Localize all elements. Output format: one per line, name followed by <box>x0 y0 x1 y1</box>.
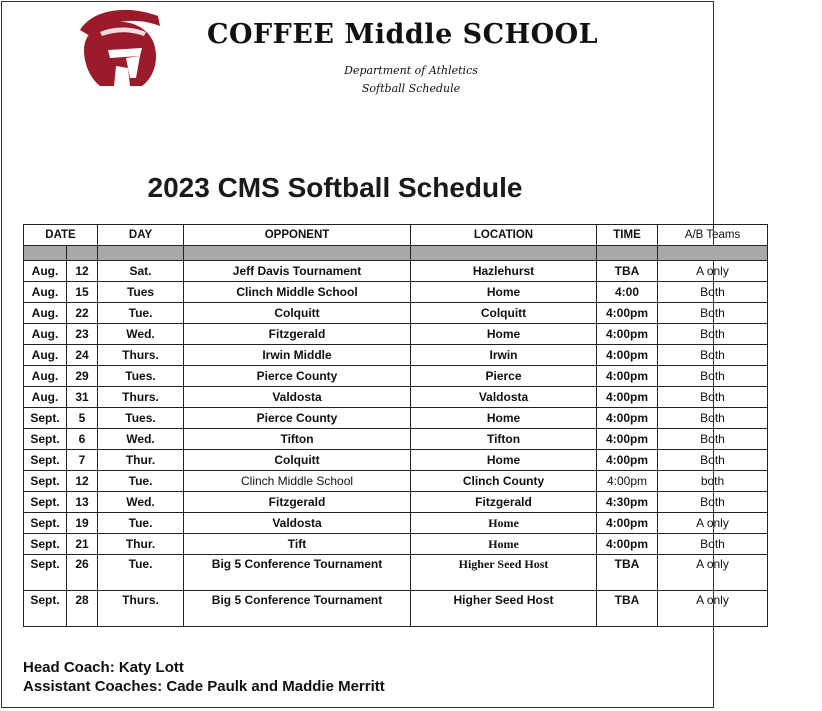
schedule-table <box>23 224 768 627</box>
cell-teams: Both <box>658 450 768 471</box>
cell-time: 4:30pm <box>597 492 658 513</box>
cell-month: Aug. <box>24 282 67 303</box>
cell-day: Thurs. <box>98 591 184 627</box>
schedule-title: 2023 CMS Softball Schedule <box>147 172 523 203</box>
cell-time: 4:00pm <box>597 429 658 450</box>
cell-time: 4:00pm <box>597 534 658 555</box>
cell-teams: Both <box>658 282 768 303</box>
cell-opponent: Jeff Davis Tournament <box>184 261 411 282</box>
table-row <box>24 408 768 429</box>
cell-location: Clinch County <box>411 471 597 492</box>
cell-location: Home <box>411 513 597 534</box>
cell-location: Higher Seed Host <box>411 591 597 627</box>
cell-opponent: Valdosta <box>184 387 411 408</box>
cell-location: Home <box>411 408 597 429</box>
cell-time: 4:00pm <box>597 387 658 408</box>
cell-teams: Both <box>658 492 768 513</box>
cell-teams: both <box>658 471 768 492</box>
cell-time: 4:00pm <box>597 324 658 345</box>
cell-date: 13 <box>67 492 98 513</box>
cell-day: Tues. <box>98 408 184 429</box>
cell-opponent: Pierce County <box>184 408 411 429</box>
col-header-opponent: OPPONENT <box>184 225 411 246</box>
cell-date: 6 <box>67 429 98 450</box>
table-row <box>24 534 768 555</box>
cell-day: Tue. <box>98 555 184 591</box>
cell-date: 23 <box>67 324 98 345</box>
header-divider-row <box>24 246 768 261</box>
table-row <box>24 303 768 324</box>
cell-month: Sept. <box>24 513 67 534</box>
cell-month: Aug. <box>24 345 67 366</box>
spartan-helmet-logo <box>70 6 162 90</box>
cell-opponent: Irwin Middle <box>184 345 411 366</box>
cell-opponent: Colquitt <box>184 450 411 471</box>
cell-time: 4:00pm <box>597 303 658 324</box>
cell-month: Sept. <box>24 492 67 513</box>
table-row <box>24 555 768 591</box>
cell-teams: Both <box>658 387 768 408</box>
cell-location: Colquitt <box>411 303 597 324</box>
school-name: COFFEE Middle SCHOOL <box>207 19 599 50</box>
cell-day: Sat. <box>98 261 184 282</box>
cell-location: Irwin <box>411 345 597 366</box>
assistant-coaches: Assistant Coaches: Cade Paulk and Maddie Merritt <box>23 678 385 695</box>
cell-location: Pierce <box>411 366 597 387</box>
cell-date: 7 <box>67 450 98 471</box>
cell-opponent: Big 5 Conference Tournament <box>184 555 411 591</box>
table-row <box>24 387 768 408</box>
cell-time: 4:00pm <box>597 471 658 492</box>
cell-date: 28 <box>67 591 98 627</box>
schedule-subtitle: Softball Schedule <box>361 82 461 95</box>
cell-time: TBA <box>597 591 658 627</box>
cell-opponent: Tifton <box>184 429 411 450</box>
cell-time: 4:00pm <box>597 408 658 429</box>
cell-month: Sept. <box>24 429 67 450</box>
cell-location: Home <box>411 534 597 555</box>
head-coach: Head Coach: Katy Lott <box>23 659 184 676</box>
cell-date: 29 <box>67 366 98 387</box>
cell-day: Wed. <box>98 492 184 513</box>
cell-location: Home <box>411 450 597 471</box>
cell-time: 4:00pm <box>597 345 658 366</box>
cell-date: 31 <box>67 387 98 408</box>
cell-location: Valdosta <box>411 387 597 408</box>
cell-opponent: Clinch Middle School <box>184 282 411 303</box>
cell-date: 24 <box>67 345 98 366</box>
cell-time: TBA <box>597 261 658 282</box>
cell-date: 15 <box>67 282 98 303</box>
cell-month: Sept. <box>24 471 67 492</box>
cell-day: Tues. <box>98 366 184 387</box>
cell-day: Thurs. <box>98 345 184 366</box>
cell-opponent: Clinch Middle School <box>184 471 411 492</box>
col-header-teams: A/B Teams <box>658 225 768 246</box>
cell-location: Fitzgerald <box>411 492 597 513</box>
cell-opponent: Valdosta <box>184 513 411 534</box>
cell-location: Home <box>411 324 597 345</box>
cell-date: 22 <box>67 303 98 324</box>
cell-day: Wed. <box>98 324 184 345</box>
cell-day: Tue. <box>98 303 184 324</box>
cell-time: 4:00 <box>597 282 658 303</box>
cell-month: Aug. <box>24 261 67 282</box>
table-row <box>24 513 768 534</box>
col-header-location: LOCATION <box>411 225 597 246</box>
cell-day: Tues <box>98 282 184 303</box>
cell-opponent: Big 5 Conference Tournament <box>184 591 411 627</box>
cell-teams: A only <box>658 513 768 534</box>
cell-day: Tue. <box>98 471 184 492</box>
cell-day: Thur. <box>98 450 184 471</box>
cell-month: Aug. <box>24 303 67 324</box>
cell-day: Tue. <box>98 513 184 534</box>
cell-teams: Both <box>658 366 768 387</box>
cell-location: Tifton <box>411 429 597 450</box>
cell-time: 4:00pm <box>597 450 658 471</box>
cell-time: 4:00pm <box>597 366 658 387</box>
table-row <box>24 471 768 492</box>
cell-date: 21 <box>67 534 98 555</box>
table-row <box>24 324 768 345</box>
department-label: Department of Athletics <box>344 64 478 77</box>
cell-teams: A only <box>658 261 768 282</box>
cell-month: Aug. <box>24 366 67 387</box>
cell-day: Thurs. <box>98 387 184 408</box>
cell-teams: Both <box>658 408 768 429</box>
cell-day: Wed. <box>98 429 184 450</box>
cell-opponent: Fitzgerald <box>184 324 411 345</box>
table-row <box>24 282 768 303</box>
table-row <box>24 366 768 387</box>
cell-month: Sept. <box>24 555 67 591</box>
table-row <box>24 429 768 450</box>
cell-month: Sept. <box>24 534 67 555</box>
cell-date: 5 <box>67 408 98 429</box>
cell-teams: Both <box>658 429 768 450</box>
cell-day: Thur. <box>98 534 184 555</box>
cell-date: 12 <box>67 471 98 492</box>
cell-teams: Both <box>658 534 768 555</box>
cell-time: 4:00pm <box>597 513 658 534</box>
table-row <box>24 261 768 282</box>
col-header-date: DATE <box>24 225 98 246</box>
cell-teams: A only <box>658 591 768 627</box>
cell-location: Higher Seed Host <box>411 555 597 591</box>
cell-location: Home <box>411 282 597 303</box>
cell-teams: Both <box>658 303 768 324</box>
cell-teams: Both <box>658 345 768 366</box>
cell-month: Sept. <box>24 591 67 627</box>
cell-teams: A only <box>658 555 768 591</box>
table-row <box>24 345 768 366</box>
cell-opponent: Pierce County <box>184 366 411 387</box>
cell-location: Hazlehurst <box>411 261 597 282</box>
cell-opponent: Tift <box>184 534 411 555</box>
cell-date: 12 <box>67 261 98 282</box>
cell-teams: Both <box>658 324 768 345</box>
table-row <box>24 450 768 471</box>
table-row <box>24 591 768 627</box>
col-header-time: TIME <box>597 225 658 246</box>
col-header-day: DAY <box>98 225 184 246</box>
cell-time: TBA <box>597 555 658 591</box>
cell-opponent: Colquitt <box>184 303 411 324</box>
table-row <box>24 492 768 513</box>
cell-date: 26 <box>67 555 98 591</box>
cell-month: Sept. <box>24 408 67 429</box>
cell-month: Aug. <box>24 387 67 408</box>
cell-month: Aug. <box>24 324 67 345</box>
cell-opponent: Fitzgerald <box>184 492 411 513</box>
cell-month: Sept. <box>24 450 67 471</box>
cell-date: 19 <box>67 513 98 534</box>
